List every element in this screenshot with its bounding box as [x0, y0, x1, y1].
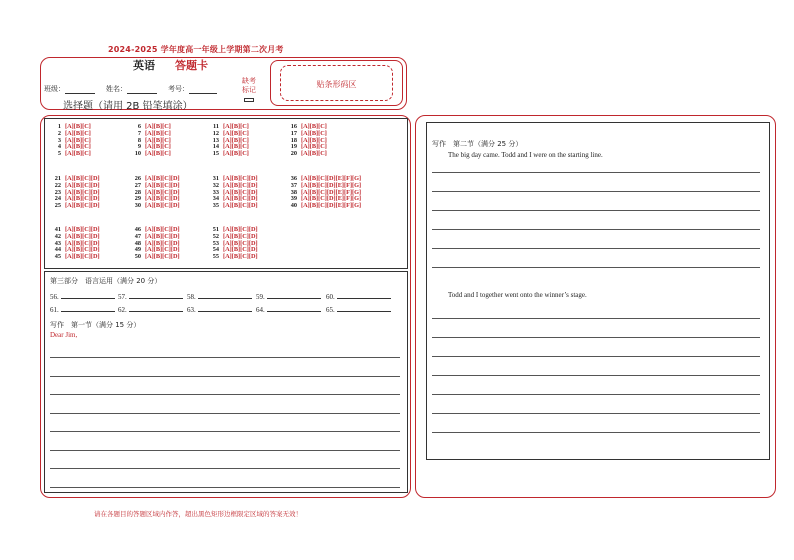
writing2-line[interactable] [432, 337, 760, 338]
writing2-para1-start: The big day came. Todd and I were on the starting line. [448, 151, 603, 159]
fill-blank[interactable] [118, 305, 183, 314]
choice-section-title: 选择题（请用 2B 铅笔填涂） [63, 101, 193, 112]
question-number: 52 [212, 232, 219, 240]
question-number: 2 [57, 129, 61, 137]
writing2-line[interactable] [432, 413, 760, 414]
answer-options[interactable]: [A][B][C][D] [65, 232, 100, 240]
answer-options[interactable]: [A][B][C] [301, 129, 327, 137]
answer-options[interactable]: [A][B][C] [223, 136, 249, 144]
answer-options[interactable]: [A][B][C][D] [223, 239, 258, 247]
answer-options[interactable]: [A][B][C][D] [223, 195, 258, 203]
question-number: 54 [212, 246, 219, 254]
answer-options[interactable]: [A][B][C][D] [145, 239, 180, 247]
choice-column [210, 124, 249, 158]
question-number: 7 [137, 129, 141, 137]
blank-number: 65. [326, 306, 335, 314]
answer-options[interactable]: [A][B][C][D] [65, 188, 100, 196]
blank-number: 57. [118, 293, 127, 301]
question-number: 39 [290, 195, 297, 203]
answer-options[interactable]: [A][B][C][D] [145, 253, 180, 261]
question-number: 33 [212, 188, 219, 196]
answer-options[interactable]: [A][B][C][D] [65, 226, 100, 233]
question-number: 55 [212, 253, 219, 261]
answer-options[interactable]: [A][B][C][D] [223, 253, 258, 261]
blank-number: 58. [187, 293, 196, 301]
blank-line [129, 292, 183, 299]
answer-options[interactable]: [A][B][C][D] [65, 239, 100, 247]
question-number: 27 [134, 181, 141, 189]
answer-options[interactable]: [A][B][C][D][E][F][G] [301, 188, 362, 196]
writing2-line[interactable] [432, 248, 760, 249]
blank-line [61, 292, 115, 299]
writing1-line[interactable] [50, 413, 400, 414]
answer-options[interactable]: [A][B][C] [223, 129, 249, 137]
answer-options[interactable]: [A][B][C][D] [223, 202, 258, 210]
answer-card-label: 答题卡 [175, 59, 208, 72]
blank-number: 64. [256, 306, 265, 314]
answer-options[interactable]: [A][B][C][D] [145, 175, 180, 182]
question-number: 22 [54, 181, 61, 189]
writing1-line[interactable] [50, 394, 400, 395]
answer-options[interactable]: [A][B][C][D] [145, 226, 180, 233]
question-number: 28 [134, 188, 141, 196]
question-number: 8 [137, 136, 141, 144]
question-number: 24 [54, 195, 61, 203]
answer-options[interactable]: [A][B][C][D] [145, 188, 180, 196]
blank-line [337, 292, 391, 299]
answer-options[interactable]: [A][B][C] [145, 129, 171, 137]
question-number: 15 [212, 150, 219, 158]
barcode-label: 贴条形码区 [316, 80, 357, 89]
writing2-line[interactable] [432, 318, 760, 319]
question-number: 20 [290, 150, 297, 158]
choice-question-row[interactable] [132, 254, 180, 261]
answer-options[interactable]: [A][B][C] [301, 143, 327, 151]
answer-options[interactable]: [A][B][C][D] [65, 181, 100, 189]
question-number: 43 [54, 239, 61, 247]
question-number: 21 [54, 175, 61, 182]
blank-line [267, 305, 321, 312]
question-number: 49 [134, 246, 141, 254]
answer-options[interactable]: [A][B][C] [65, 129, 91, 137]
choice-column [132, 124, 171, 158]
answer-options[interactable]: [A][B][C] [223, 123, 249, 130]
question-number: 23 [54, 188, 61, 196]
writing2-line[interactable] [432, 375, 760, 376]
writing1-title: 写作 第一节（满分 15 分） [50, 321, 141, 329]
blank-number: 60. [326, 293, 335, 301]
writing1-line[interactable] [50, 357, 400, 358]
writing2-line[interactable] [432, 394, 760, 395]
question-number: 53 [212, 239, 219, 247]
choice-question-row[interactable] [210, 203, 258, 210]
question-number: 29 [134, 195, 141, 203]
name-field[interactable] [106, 84, 157, 94]
answer-options[interactable]: [A][B][C] [145, 123, 171, 130]
question-number: 48 [134, 239, 141, 247]
question-number: 25 [54, 202, 61, 210]
blank-line [198, 305, 252, 312]
answer-options[interactable]: [A][B][C][D] [65, 202, 100, 210]
question-number: 34 [212, 195, 219, 203]
question-number: 4 [57, 143, 61, 151]
exam-number-label: 考号： [168, 85, 189, 93]
question-number: 35 [212, 202, 219, 210]
fill-blank[interactable] [187, 305, 252, 314]
choice-column [132, 176, 180, 210]
choice-column [132, 227, 180, 261]
question-number: 9 [137, 143, 141, 151]
answer-options[interactable]: [A][B][C] [301, 150, 327, 158]
writing2-line[interactable] [432, 172, 760, 173]
answer-options[interactable]: [A][B][C][D] [65, 195, 100, 203]
choice-question-row[interactable] [52, 203, 100, 210]
fill-blank[interactable] [326, 292, 391, 301]
footer-notice: 请在各题目的答题区域内作答，超出黑色矩形边框限定区域的答案无效！ [94, 510, 302, 518]
question-number: 40 [290, 202, 297, 210]
question-number: 36 [290, 175, 297, 182]
choice-question-row[interactable] [52, 254, 100, 261]
question-number: 6 [137, 123, 141, 130]
fill-blank[interactable] [50, 305, 115, 314]
answer-options[interactable]: [A][B][C][D] [223, 188, 258, 196]
question-number: 3 [57, 136, 61, 144]
question-number: 12 [212, 129, 219, 137]
exam-number-field[interactable] [168, 84, 217, 94]
writing1-line[interactable] [50, 450, 400, 451]
exam-title: 2024-2025 学年度高一年级上学期第二次月考 [108, 45, 284, 54]
fill-blank[interactable] [187, 292, 252, 301]
writing1-greeting: Dear Jim, [50, 331, 78, 339]
answer-options[interactable]: [A][B][C][D] [65, 246, 100, 254]
answer-options[interactable]: [A][B][C][D][E][F][G] [301, 175, 362, 182]
question-number: 38 [290, 188, 297, 196]
question-number: 13 [212, 136, 219, 144]
answer-options[interactable]: [A][B][C][D][E][F][G] [301, 181, 362, 189]
answer-options[interactable]: [A][B][C] [65, 136, 91, 144]
fill-blank[interactable] [256, 292, 321, 301]
fill-blank[interactable] [326, 305, 391, 314]
subject-label: 英语 [133, 59, 155, 72]
question-number: 10 [134, 150, 141, 158]
question-number: 42 [54, 232, 61, 240]
choice-column [210, 227, 258, 261]
writing1-line[interactable] [50, 487, 400, 488]
question-number: 31 [212, 175, 219, 182]
question-number: 45 [54, 253, 61, 261]
choice-question-row[interactable] [132, 203, 180, 210]
blank-number: 59. [256, 293, 265, 301]
answer-options[interactable]: [A][B][C] [301, 123, 327, 130]
choice-column [288, 176, 361, 210]
question-number: 5 [57, 150, 61, 158]
question-number: 41 [54, 226, 61, 233]
answer-options[interactable]: [A][B][C][D][E][F][G] [301, 195, 362, 203]
question-number: 44 [54, 246, 61, 254]
blank-line [61, 305, 115, 312]
choice-question-row[interactable] [210, 151, 249, 158]
answer-options[interactable]: [A][B][C][D] [145, 181, 180, 189]
question-number: 32 [212, 181, 219, 189]
answer-options[interactable]: [A][B][C][D] [223, 246, 258, 254]
answer-options[interactable]: [A][B][C] [223, 150, 249, 158]
answer-options[interactable]: [A][B][C][D] [145, 195, 180, 203]
writing2-title: 写作 第二节（满分 25 分） [432, 140, 523, 148]
answer-options[interactable]: [A][B][C] [65, 150, 91, 158]
writing2-line[interactable] [432, 432, 760, 433]
choice-question-row[interactable] [288, 151, 327, 158]
question-number: 26 [134, 175, 141, 182]
question-number: 30 [134, 202, 141, 210]
class-field[interactable] [44, 84, 95, 94]
choice-column [52, 176, 100, 210]
answer-options[interactable]: [A][B][C][D] [145, 202, 180, 210]
blank-line [129, 305, 183, 312]
answer-options[interactable]: [A][B][C][D] [145, 232, 180, 240]
answer-options[interactable]: [A][B][C] [223, 143, 249, 151]
fill-blank[interactable] [118, 292, 183, 301]
question-number: 11 [213, 123, 219, 130]
question-number: 47 [134, 232, 141, 240]
class-label: 班级： [44, 85, 65, 93]
question-number: 1 [57, 123, 61, 130]
answer-options[interactable]: [A][B][C][D] [145, 246, 180, 254]
choice-column [210, 176, 258, 210]
question-number: 50 [134, 253, 141, 261]
writing2-para2-start: Todd and I together went onto the winner’s stage. [448, 291, 587, 299]
question-number: 18 [290, 136, 297, 144]
blank-number: 62. [118, 306, 127, 314]
fill-blank[interactable] [256, 305, 321, 314]
question-number: 37 [290, 181, 297, 189]
blank-line [337, 305, 391, 312]
question-number: 14 [212, 143, 219, 151]
choice-question-row[interactable] [210, 254, 258, 261]
answer-options[interactable]: [A][B][C] [145, 143, 171, 151]
answer-options[interactable]: [A][B][C][D] [65, 175, 100, 182]
writing2-line[interactable] [432, 356, 760, 357]
question-number: 16 [290, 123, 297, 130]
answer-options[interactable]: [A][B][C] [145, 136, 171, 144]
blank-number: 61. [50, 306, 59, 314]
answer-options[interactable]: [A][B][C] [301, 136, 327, 144]
choice-column [52, 124, 91, 158]
writing1-line[interactable] [50, 468, 400, 469]
answer-options[interactable]: [A][B][C] [145, 150, 171, 158]
answer-options[interactable]: [A][B][C][D][E][F][G] [301, 202, 362, 210]
part3-title: 第三部分 语言运用（满分 20 分） [50, 277, 162, 285]
choice-column [288, 124, 327, 158]
answer-options[interactable]: [A][B][C][D] [65, 253, 100, 261]
answer-options[interactable]: [A][B][C] [65, 123, 91, 130]
choice-question-row[interactable] [52, 151, 91, 158]
question-number: 17 [290, 129, 297, 137]
answer-options[interactable]: [A][B][C][D] [223, 181, 258, 189]
writing2-line[interactable] [432, 210, 760, 211]
blank-number: 63. [187, 306, 196, 314]
answer-options[interactable]: [A][B][C][D] [223, 232, 258, 240]
absent-mark-box[interactable] [244, 98, 254, 102]
question-number: 46 [134, 226, 141, 233]
absent-mark-label: 缺考 标记 [242, 77, 256, 94]
fill-blank[interactable] [50, 292, 115, 301]
choice-question-row[interactable] [288, 203, 361, 210]
writing2-line[interactable] [432, 191, 760, 192]
answer-options[interactable]: [A][B][C] [65, 143, 91, 151]
choice-column [52, 227, 100, 261]
name-label: 姓名： [106, 85, 127, 93]
blank-line [267, 292, 321, 299]
writing2-line[interactable] [432, 267, 760, 268]
question-number: 19 [290, 143, 297, 151]
blank-line [198, 292, 252, 299]
question-number: 51 [212, 226, 219, 233]
choice-question-row[interactable] [132, 151, 171, 158]
writing2-line[interactable] [432, 229, 760, 230]
answer-options[interactable]: [A][B][C][D] [223, 226, 258, 233]
answer-options[interactable]: [A][B][C][D] [223, 175, 258, 182]
writing1-line[interactable] [50, 431, 400, 432]
writing1-line[interactable] [50, 376, 400, 377]
blank-number: 56. [50, 293, 59, 301]
